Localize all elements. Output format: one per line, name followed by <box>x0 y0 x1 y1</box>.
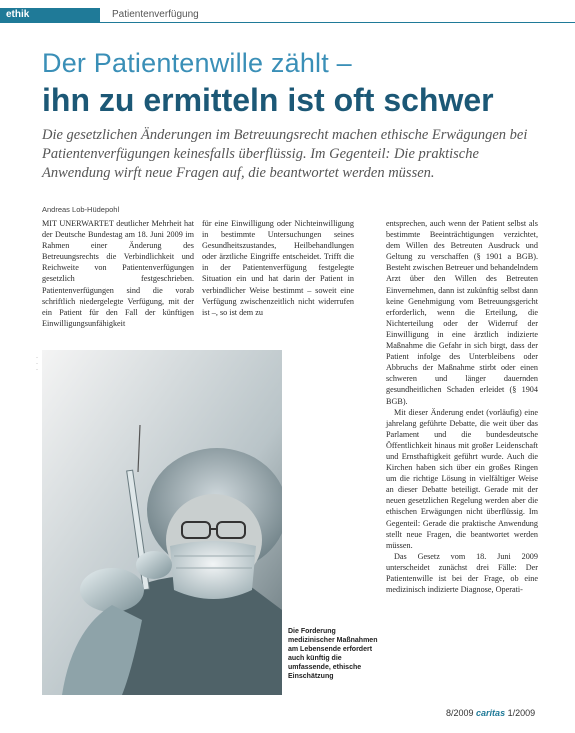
footer-brand: caritas <box>476 708 506 718</box>
text-column-3 <box>386 218 538 595</box>
footer-page: 1/2009 <box>507 708 536 718</box>
section-label: Patientenverfügung <box>112 9 199 20</box>
section-tag: ethik <box>0 8 100 22</box>
text-column-2 <box>202 218 354 318</box>
page-footer <box>446 708 535 718</box>
footer-prefix: 8/2009 <box>446 708 474 718</box>
photo-illustration <box>42 350 282 695</box>
column-2-text: für eine Einwilligung oder Nichteinwilligung in bestimmte Untersuchungen seines Gesundheitszustandes, Heilbehandlungen oder ärztliche Eingriffe entscheidet. Trifft die in der Patientenverfügung festgelegte Situation ein und hat darin der Patient in verbindlicher Weise bestimmt – soweit eine Verfügung zwischenzeitlich nicht widerrufen ist –, so ist dem zu <box>202 219 354 317</box>
photo-caption: Die Forderung medizinischer Maßnahmen am Lebensende erfordert auch künftig die umfassende, ethische Einschätzung <box>288 628 378 680</box>
photo-doctor-syringe <box>42 350 282 695</box>
column-1-text: MIT UNERWARTET deutlicher Mehrheit hat der Deutsche Bundestag am 18. Juni 2009 im Rahmen einer Änderung des Betreuungsrechts die Verbindlichkeit und Reichweite von Patientenverfügungen gesetzlich festgeschrieben. Patientenverfügungen sind die vorab schriftlich niedergelegte Verfügung, mit der ein Patient für den Fall der künftigen Einwilligungsunfähigkeit <box>42 219 194 328</box>
author-byline: Andreas Lob-Hüdepohl <box>42 205 120 214</box>
column-3-text-a: entsprechen, auch wenn der Patient selbst als bestimmte Beeinträchtigungen verzichtet, dem Willen des Betreuten Ausdruck und Geltung zu verschaffen (§ 1901 a BGB). Besteht zwischen Betreuer und behandelndem Arzt über den Willen des Betreuten Einvernehmen, dann ist zukünftig selbst dann keine Genehmigung vom Betreuungsgericht erforderlich, wenn die Erteilung, die Nichterteilung oder der Widerruf der Einwilligung in eine ärztlich indizierte Maßnahme die Gefahr in sich birgt, dass der Patient infolge des Unterbleibens oder Abbruchs der Maßnahme stirbt oder einen schweren und länger dauernden gesundheitlichen Schaden erleidet (§ 1904 BGB). <box>386 219 538 406</box>
title-line-2: ihn zu ermitteln ist oft schwer <box>42 82 494 118</box>
text-column-1 <box>42 218 194 329</box>
column-3-text-b: Mit dieser Änderung endet (vorläufig) eine jahrelang geführte Debatte, die weit über das Parlament und die bundesdeutsche Öffentlichkeit hinaus mit großer Leidenschaft und Ernsthaftigkeit geführt wurde. Auch die Kirchen haben sich über ein großes Ringen um die richtige Lösung in vielfältiger Weise an dieser Debatte beteiligt. Gerade mit der neuen gesetzlichen Regelung werden aber die ethischen Erwägungen nicht überflüssig. Im Gegenteil: Gerade die praktische Anwendung stellt neue Fragen, die beantwortet werden müssen. <box>386 407 538 550</box>
lead-paragraph: Die gesetzlichen Änderungen im Betreuungsrecht machen ethische Erwägungen bei Patientenverfügungen keinesfalls überflüssig. Im Gegenteil: Die praktische Anwendung wirft neue Fragen auf, die beantwortet werden müssen. <box>42 127 528 181</box>
header-rule <box>0 22 575 23</box>
column-3-text-c: Das Gesetz vom 18. Juni 2009 unterscheidet zunächst drei Fälle: Der Patientenwille ist bei der Frage, ob eine medizinisch indizierte Diagnose, Operati- <box>386 551 538 595</box>
title-line-1: Der Patientenwille zählt – <box>42 48 352 78</box>
photo-crop-marks: · · · <box>36 355 38 373</box>
